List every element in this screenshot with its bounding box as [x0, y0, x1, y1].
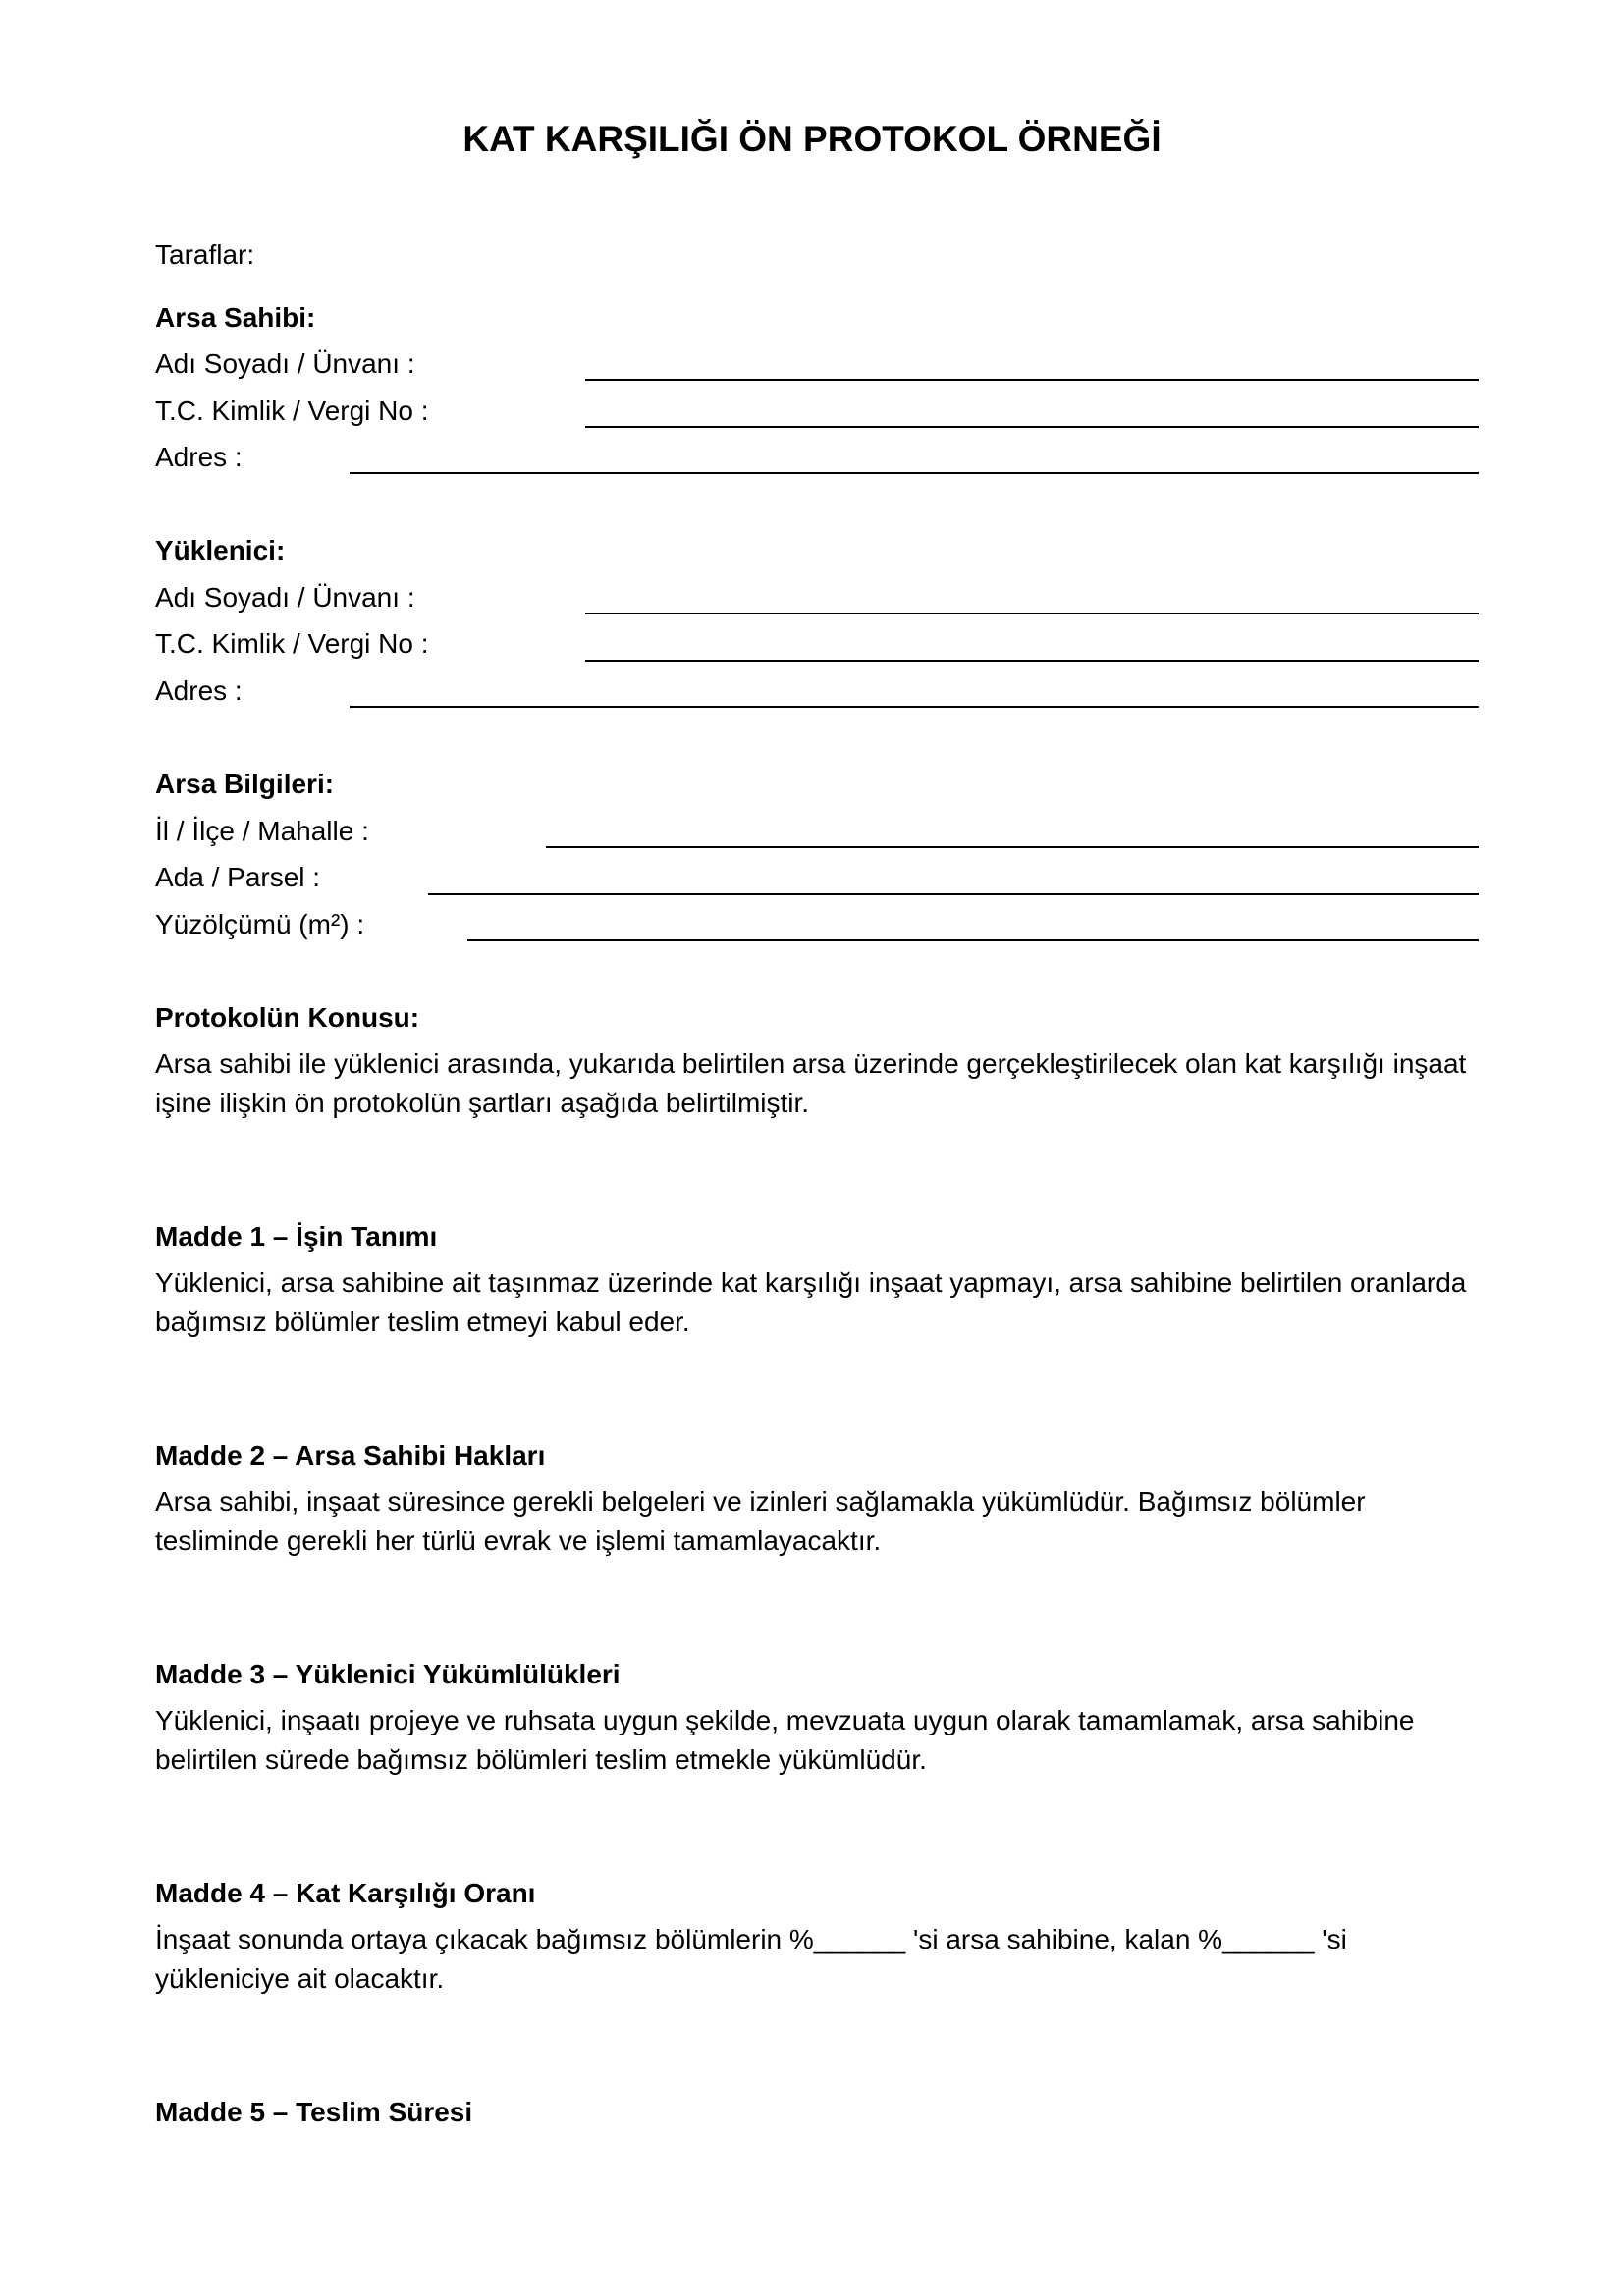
article-5-heading: Madde 5 – Teslim Süresi: [155, 2097, 473, 2127]
subject-heading: Protokolün Konusu:: [155, 1002, 420, 1033]
article-1-text-line-1: Yüklenici, arsa sahibine ait taşınmaz üzerinde kat karşılığı inşaat yapmayı, arsa sahibine belirtilen oranlarda: [155, 1267, 1467, 1298]
parties-label: Taraflar:: [155, 240, 255, 270]
article-1-heading: Madde 1 – İşin Tanımı: [155, 1221, 438, 1252]
land-location-field[interactable]: [546, 846, 1479, 848]
land-area-field[interactable]: [467, 939, 1479, 941]
contractor-id-field[interactable]: [585, 660, 1479, 662]
article-4-text-line-1: İnşaat sonunda ortaya çıkacak bağımsız bölümlerin %______ 'si arsa sahibine, kalan %______ 'si: [155, 1924, 1347, 1954]
article-3-text-line-2: belirtilen sürede bağımsız bölümleri teslim etmekle yükümlüdür.: [155, 1744, 927, 1775]
land-info-heading: Arsa Bilgileri:: [155, 769, 335, 799]
contractor-name-label: Adı Soyadı / Ünvanı :: [155, 582, 415, 613]
contractor-address-label: Adres :: [155, 675, 243, 706]
contractor-heading: Yüklenici:: [155, 535, 286, 565]
land-owner-name-field[interactable]: [585, 379, 1479, 381]
land-owner-address-label: Adres :: [155, 442, 243, 472]
subject-text-line-1: Arsa sahibi ile yüklenici arasında, yukarıda belirtilen arsa üzerinde gerçekleştirilecek olan kat karşılığı inşaat: [155, 1048, 1467, 1079]
land-area-label: Yüzölçümü (m²) :: [155, 909, 365, 939]
land-parcel-field[interactable]: [428, 893, 1479, 895]
land-owner-id-field[interactable]: [585, 426, 1479, 428]
land-parcel-label: Ada / Parsel :: [155, 862, 321, 892]
land-owner-heading: Arsa Sahibi:: [155, 302, 316, 333]
article-4-heading: Madde 4 – Kat Karşılığı Oranı: [155, 1878, 536, 1908]
document-title: KAT KARŞILIĞI ÖN PROTOKOL ÖRNEĞİ: [462, 119, 1162, 159]
contractor-id-label: T.C. Kimlik / Vergi No :: [155, 628, 429, 659]
land-owner-name-label: Adı Soyadı / Ünvanı :: [155, 348, 415, 379]
article-1-text-line-2: bağımsız bölümler teslim etmeyi kabul eder.: [155, 1307, 690, 1337]
article-2-text-line-1: Arsa sahibi, inşaat süresince gerekli belgeleri ve izinleri sağlamakla yükümlüdür. Bağımsız bölümler: [155, 1486, 1366, 1517]
land-owner-address-field[interactable]: [350, 472, 1479, 474]
article-4-text-line-2: yükleniciye ait olacaktır.: [155, 1963, 445, 1994]
article-2-heading: Madde 2 – Arsa Sahibi Hakları: [155, 1440, 546, 1470]
article-3-text-line-1: Yüklenici, inşaatı projeye ve ruhsata uygun şekilde, mevzuata uygun olarak tamamlamak, arsa sahibine: [155, 1705, 1415, 1735]
subject-text-line-2: işine ilişkin ön protokolün şartları aşağıda belirtilmiştir.: [155, 1088, 810, 1118]
article-3-heading: Madde 3 – Yüklenici Yükümlülükleri: [155, 1659, 621, 1689]
contractor-name-field[interactable]: [585, 613, 1479, 614]
article-2-text-line-2: tesliminde gerekli her türlü evrak ve işlemi tamamlayacaktır.: [155, 1525, 882, 1556]
land-location-label: İl / İlçe / Mahalle :: [155, 816, 369, 846]
land-owner-id-label: T.C. Kimlik / Vergi No :: [155, 396, 429, 426]
contractor-address-field[interactable]: [350, 706, 1479, 708]
